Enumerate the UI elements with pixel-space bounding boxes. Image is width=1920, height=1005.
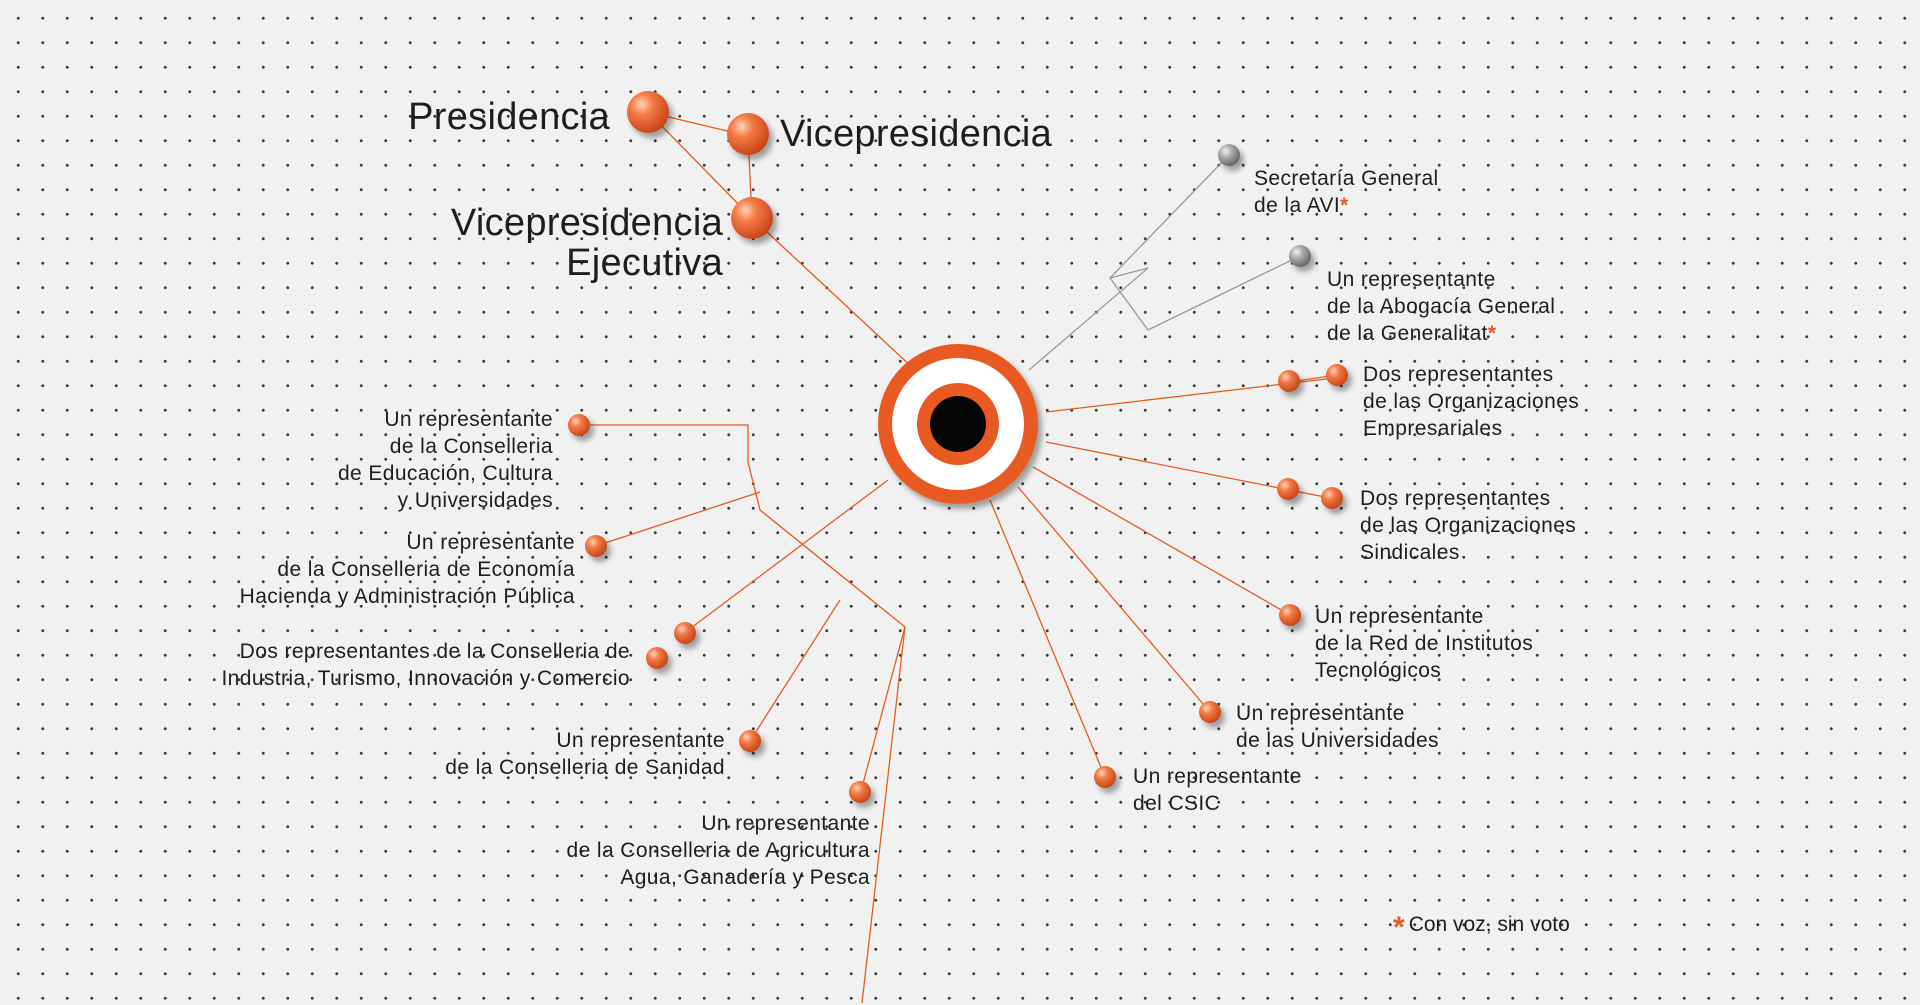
center-target (878, 344, 1038, 504)
node-empresariales-2 (1326, 364, 1348, 386)
label-agricultura: Un representante de la Conselleria de Agricultura Agua, Ganadería y Pesca (566, 812, 870, 889)
node-institutos (1279, 604, 1301, 626)
node-abogacia (1289, 245, 1311, 267)
node-presidencia (627, 91, 669, 133)
label-presidencia: Presidencia (408, 96, 610, 138)
line-institutos (1033, 467, 1290, 615)
label-csic: Un representante del CSIC (1133, 765, 1302, 815)
line-gray-bracket (1029, 257, 1298, 370)
label-secretaria (1254, 138, 1439, 219)
node-economia (585, 535, 607, 557)
node-empresariales-1 (1278, 370, 1300, 392)
node-sindicales-2 (1321, 487, 1343, 509)
label-abogacia (1327, 239, 1555, 347)
label-vicepresidencia-ejecutiva: Vicepresidencia Ejecutiva (450, 202, 723, 284)
line-ejecutiva-center (752, 218, 915, 370)
label-vicepresidencia: Vicepresidencia (780, 113, 1053, 155)
label-educacion: Un representante de la Conselleria de Educación, Cultura y Universidades (337, 408, 553, 512)
label-empresariales: Dos representantes de las Organizaciones Empresariales (1363, 363, 1580, 440)
line-industria (683, 480, 888, 634)
label-sindicales: Dos representantes de las Organizaciones Sindicales (1360, 487, 1577, 564)
legend-text: Con voz, sin voto (1408, 913, 1570, 936)
label-economia: Un representante de la Conselleria de Economía Hacienda y Administración Pública (239, 531, 575, 608)
legend (1393, 911, 1570, 944)
node-industria-2 (646, 647, 668, 669)
node-agricultura (849, 781, 871, 803)
label-institutos: Un representante de la Red de Institutos Tecnológicos (1315, 605, 1534, 682)
label-secretaria-text: Secretaría General de la AVI (1254, 167, 1439, 217)
node-educacion (568, 414, 590, 436)
line-left-bracket (579, 425, 905, 1003)
line-sanidad (750, 600, 840, 741)
node-sanidad (739, 730, 761, 752)
line-universidades (1018, 487, 1210, 712)
node-secretaria (1218, 144, 1240, 166)
node-vicepresidencia (727, 113, 769, 155)
node-universidades (1199, 701, 1221, 723)
line-agricultura (861, 627, 905, 791)
label-abogacia-text: Un representante de la Abogacía General de la Generalitat (1327, 268, 1556, 345)
line-gray-secretaria (1110, 155, 1229, 278)
asterisk-marker: * (1393, 911, 1405, 944)
node-csic (1094, 766, 1116, 788)
line-csic (990, 500, 1105, 777)
node-industria-1 (674, 622, 696, 644)
label-sanidad: Un representante de la Conselleria de Sanidad (445, 729, 725, 779)
label-universidades: Un representante de las Universidades (1236, 702, 1439, 752)
line-economia (596, 492, 760, 546)
node-sindicales-1 (1277, 478, 1299, 500)
asterisk-marker: * (1340, 194, 1349, 217)
label-industria: Dos representantes de la Conselleria de Industria, Turismo, Innovación y Comercio (221, 640, 630, 690)
asterisk-marker: * (1487, 322, 1497, 345)
node-vicepresidencia-ejecutiva (731, 197, 773, 239)
